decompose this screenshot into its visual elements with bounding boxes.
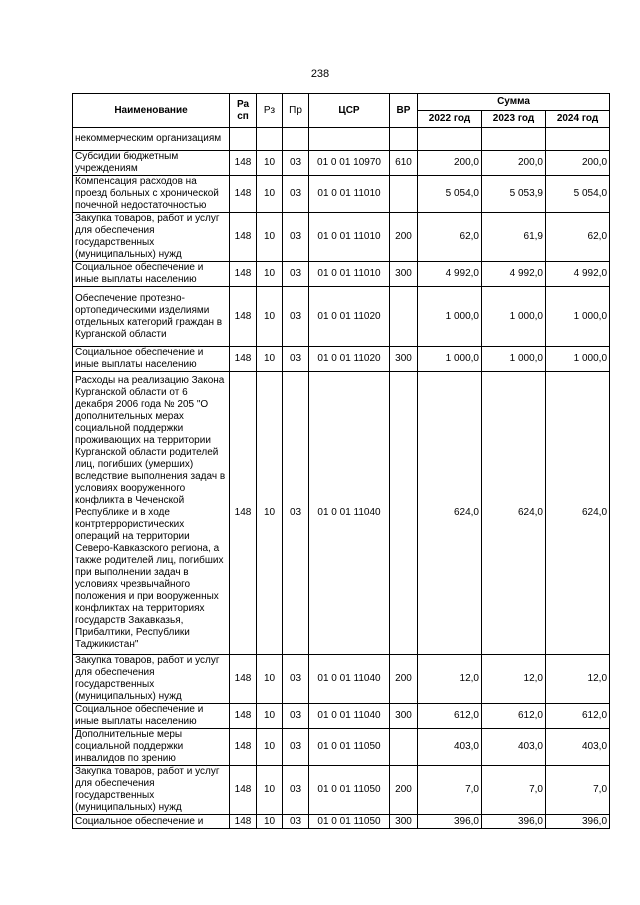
cell-vr: 610: [390, 151, 418, 176]
cell-vr: [390, 729, 418, 766]
cell-vr: 300: [390, 262, 418, 287]
cell-rz: 10: [257, 766, 283, 815]
cell-2024: 200,0: [546, 151, 610, 176]
cell-2023: 403,0: [482, 729, 546, 766]
cell-2024: 403,0: [546, 729, 610, 766]
cell-2023: 624,0: [482, 372, 546, 655]
cell-rasp: [230, 128, 257, 151]
cell-rz: 10: [257, 815, 283, 829]
cell-rasp: 148: [230, 372, 257, 655]
cell-vr: [390, 287, 418, 347]
cell-name: Социальное обеспечение и иные выплаты населению: [73, 704, 230, 729]
header-vr: ВР: [390, 94, 418, 128]
cell-csr: 01 0 01 10970: [309, 151, 390, 176]
table-row: [73, 287, 610, 347]
table-row: [73, 766, 610, 815]
cell-vr: 200: [390, 655, 418, 704]
cell-rz: 10: [257, 176, 283, 213]
cell-csr: [309, 128, 390, 151]
table-row: [73, 151, 610, 176]
cell-name: Социальное обеспечение и иные выплаты населению: [73, 262, 230, 287]
cell-rz: 10: [257, 262, 283, 287]
cell-vr: [390, 128, 418, 151]
cell-2022: 1 000,0: [418, 287, 482, 347]
cell-rasp: 148: [230, 151, 257, 176]
cell-2022: 7,0: [418, 766, 482, 815]
table-row: [73, 704, 610, 729]
cell-csr: 01 0 01 11040: [309, 655, 390, 704]
cell-name: Компенсация расходов на проезд больных с хронической почечной недостаточностью: [73, 176, 230, 213]
header-csr: ЦСР: [309, 94, 390, 128]
cell-rasp: 148: [230, 729, 257, 766]
cell-2022: 5 054,0: [418, 176, 482, 213]
header-year-2023: 2023 год: [482, 111, 546, 128]
cell-2022: 403,0: [418, 729, 482, 766]
header-sum: Сумма: [418, 94, 610, 111]
cell-csr: 01 0 01 11010: [309, 213, 390, 262]
cell-csr: 01 0 01 11040: [309, 704, 390, 729]
header-pr: Пр: [283, 94, 309, 128]
cell-pr: 03: [283, 815, 309, 829]
cell-name: Субсидии бюджетным учреждениям: [73, 151, 230, 176]
cell-rz: 10: [257, 372, 283, 655]
cell-2023: 12,0: [482, 655, 546, 704]
cell-2024: 5 054,0: [546, 176, 610, 213]
table-body: [73, 128, 610, 829]
cell-2024: 396,0: [546, 815, 610, 829]
cell-2023: 200,0: [482, 151, 546, 176]
header-rasp-line1: Ра: [236, 98, 250, 110]
header-rz: Рз: [257, 94, 283, 128]
cell-vr: 200: [390, 766, 418, 815]
cell-2024: 62,0: [546, 213, 610, 262]
table-row: [73, 815, 610, 829]
cell-pr: 03: [283, 262, 309, 287]
cell-pr: 03: [283, 729, 309, 766]
cell-2024: 1 000,0: [546, 287, 610, 347]
cell-rz: 10: [257, 347, 283, 372]
cell-2024: 624,0: [546, 372, 610, 655]
header-rasp-line2: сп: [237, 110, 249, 122]
cell-2022: 200,0: [418, 151, 482, 176]
cell-2023: 61,9: [482, 213, 546, 262]
header-rasp: [230, 94, 257, 128]
table-row: [73, 176, 610, 213]
cell-vr: 300: [390, 347, 418, 372]
cell-name: некоммерческим организациям: [73, 128, 230, 151]
cell-csr: 01 0 01 11010: [309, 262, 390, 287]
cell-2022: 1 000,0: [418, 347, 482, 372]
cell-csr: 01 0 01 11050: [309, 766, 390, 815]
cell-vr: 200: [390, 213, 418, 262]
table-row: [73, 729, 610, 766]
cell-pr: 03: [283, 176, 309, 213]
cell-rz: 10: [257, 704, 283, 729]
cell-csr: 01 0 01 11020: [309, 287, 390, 347]
cell-2023: 7,0: [482, 766, 546, 815]
cell-2022: 4 992,0: [418, 262, 482, 287]
cell-rasp: 148: [230, 655, 257, 704]
cell-name: Обеспечение протезно-ортопедическими изделиями отдельных категорий граждан в Курганской области: [73, 287, 230, 347]
cell-2023: 4 992,0: [482, 262, 546, 287]
cell-2023: 1 000,0: [482, 287, 546, 347]
cell-rasp: 148: [230, 176, 257, 213]
cell-rz: 10: [257, 729, 283, 766]
cell-2023: [482, 128, 546, 151]
header-year-2022: 2022 год: [418, 111, 482, 128]
cell-2022: 396,0: [418, 815, 482, 829]
cell-2024: [546, 128, 610, 151]
cell-pr: 03: [283, 347, 309, 372]
table-row: [73, 372, 610, 655]
cell-rasp: 148: [230, 766, 257, 815]
cell-2024: 612,0: [546, 704, 610, 729]
table-row: [73, 347, 610, 372]
cell-2024: 12,0: [546, 655, 610, 704]
cell-2023: 396,0: [482, 815, 546, 829]
table-row: [73, 128, 610, 151]
cell-name: Закупка товаров, работ и услуг для обеспечения государственных (муниципальных) нужд: [73, 213, 230, 262]
cell-name: Закупка товаров, работ и услуг для обеспечения государственных (муниципальных) нужд: [73, 655, 230, 704]
cell-vr: [390, 372, 418, 655]
cell-rz: [257, 128, 283, 151]
cell-rz: 10: [257, 287, 283, 347]
cell-csr: 01 0 01 11020: [309, 347, 390, 372]
header-year-2024: 2024 год: [546, 111, 610, 128]
cell-2022: 62,0: [418, 213, 482, 262]
table-row: [73, 655, 610, 704]
cell-rasp: 148: [230, 347, 257, 372]
cell-rz: 10: [257, 213, 283, 262]
cell-2023: 1 000,0: [482, 347, 546, 372]
page-number: 238: [310, 68, 330, 80]
cell-pr: 03: [283, 287, 309, 347]
cell-2024: 7,0: [546, 766, 610, 815]
budget-table: [72, 93, 610, 829]
cell-csr: 01 0 01 11050: [309, 729, 390, 766]
cell-name: Закупка товаров, работ и услуг для обеспечения государственных (муниципальных) нужд: [73, 766, 230, 815]
cell-csr: 01 0 01 11010: [309, 176, 390, 213]
cell-2022: 12,0: [418, 655, 482, 704]
cell-rz: 10: [257, 655, 283, 704]
cell-rasp: 148: [230, 213, 257, 262]
cell-name: Социальное обеспечение и иные выплаты населению: [73, 347, 230, 372]
table-row: [73, 262, 610, 287]
cell-pr: 03: [283, 372, 309, 655]
cell-vr: [390, 176, 418, 213]
cell-name: Социальное обеспечение и: [73, 815, 230, 829]
cell-2022: 624,0: [418, 372, 482, 655]
cell-pr: 03: [283, 766, 309, 815]
cell-rasp: 148: [230, 704, 257, 729]
cell-2024: 4 992,0: [546, 262, 610, 287]
cell-2022: [418, 128, 482, 151]
table-row: [73, 213, 610, 262]
cell-vr: 300: [390, 704, 418, 729]
cell-pr: 03: [283, 655, 309, 704]
cell-name: Дополнительные меры социальной поддержки инвалидов по зрению: [73, 729, 230, 766]
header-name: Наименование: [73, 94, 230, 128]
cell-2022: 612,0: [418, 704, 482, 729]
cell-name: Расходы на реализацию Закона Курганской области от 6 декабря 2006 года № 205 "О дополнительных мерах социальной поддержки проживающих на территории Курганской области родителей лиц, погибших (умерших) вследствие выполнения задач в условиях вооруженного конфликта в Чеченской Республике и в ходе контртеррористических операций на территории Северо-Кавказского региона, а также родителей лиц, погибших при выполнении задач в условиях чрезвычайного положения и при вооруженных конфликтах на территориях государств Закавказья, Прибалтики, Республики Таджикистан": [73, 372, 230, 655]
cell-pr: 03: [283, 213, 309, 262]
cell-pr: 03: [283, 151, 309, 176]
cell-csr: 01 0 01 11040: [309, 372, 390, 655]
cell-pr: 03: [283, 704, 309, 729]
cell-pr: [283, 128, 309, 151]
cell-rasp: 148: [230, 815, 257, 829]
cell-rasp: 148: [230, 287, 257, 347]
cell-rz: 10: [257, 151, 283, 176]
cell-2024: 1 000,0: [546, 347, 610, 372]
cell-2023: 5 053,9: [482, 176, 546, 213]
cell-vr: 300: [390, 815, 418, 829]
cell-2023: 612,0: [482, 704, 546, 729]
cell-csr: 01 0 01 11050: [309, 815, 390, 829]
cell-rasp: 148: [230, 262, 257, 287]
